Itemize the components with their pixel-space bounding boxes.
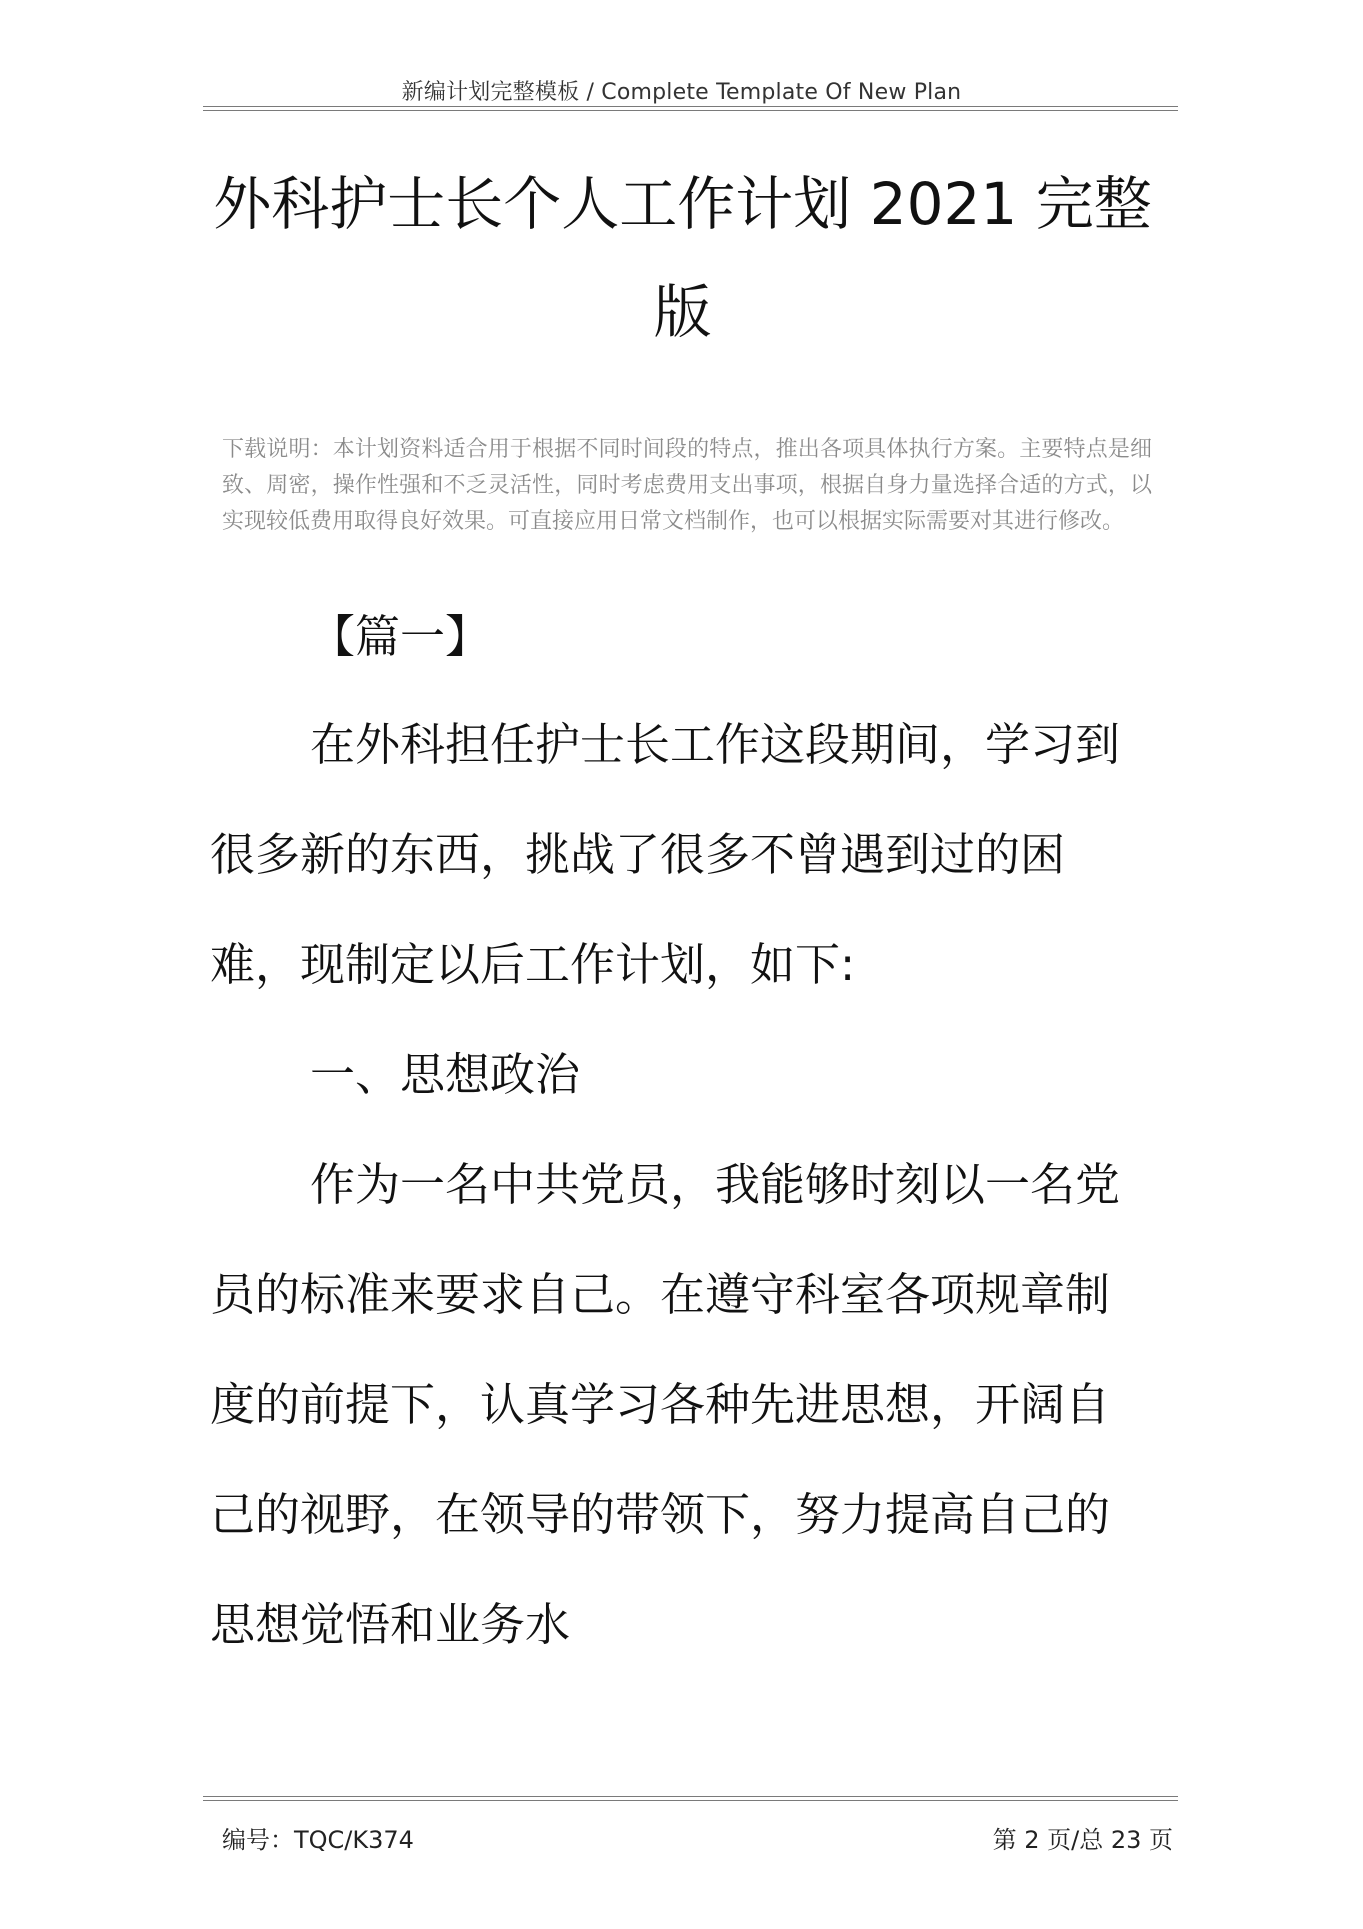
politics-paragraph <box>210 1130 1130 1680</box>
section-label: 【篇一】 <box>310 610 491 663</box>
document-title: 外科护士长个人工作计划 2021 完整版 <box>213 170 1152 346</box>
header-text: 新编计划完整模板 / Complete Template Of New Plan <box>401 80 962 105</box>
document-code: 编号：TQC/K374 <box>222 1826 414 1854</box>
page-number: 第 2 页/总 23 页 <box>992 1826 1173 1854</box>
intro-text: 在外科担任护士长工作这段期间，学习到很多新的东西，挑战了很多不曾遇到过的困难，现制定以后工作计划，如下: <box>210 718 1121 991</box>
header-divider <box>203 106 1178 111</box>
politics-text: 作为一名中共党员，我能够时刻以一名党员的标准来要求自己。在遵守科室各项规章制度的前提下，认真学习各种先进思想，开阔自己的视野，在领导的带领下，努力提高自己的思想觉悟和业务水 <box>210 1158 1121 1651</box>
footer-divider <box>203 1796 1178 1801</box>
subheading-politics: 一、思想政治 <box>310 1048 581 1101</box>
intro-paragraph <box>210 690 1130 1020</box>
download-note: 下载说明：本计划资料适合用于根据不同时间段的特点，推出各项具体执行方案。主要特点是细致、周密，操作性强和不乏灵活性，同时考虑费用支出事项，根据自身力量选择合适的方式，以实现较低费用取得良好效果。可直接应用日常文档制作，也可以根据实际需要对其进行修改。 <box>222 437 1152 534</box>
